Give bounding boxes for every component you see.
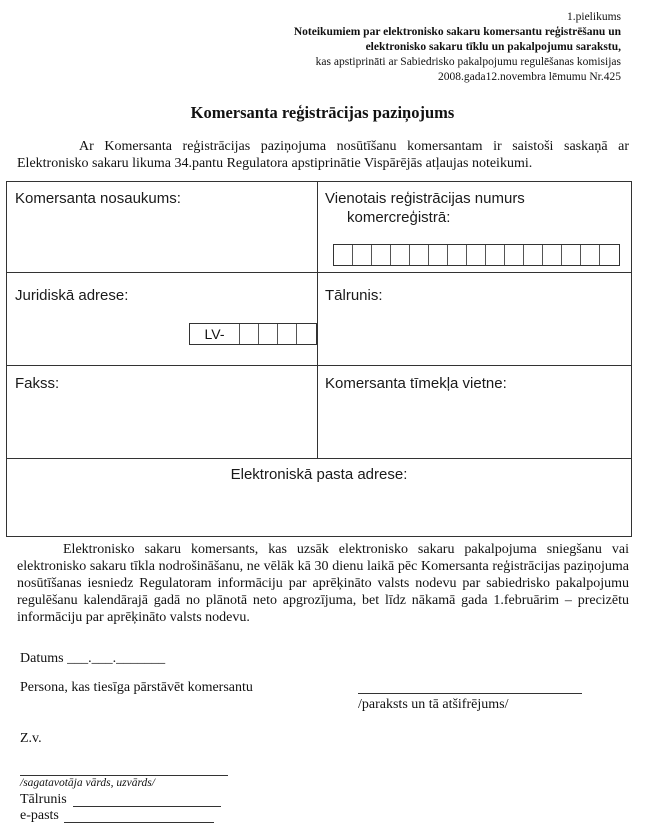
digit-box[interactable] [543, 245, 562, 265]
registration-form [6, 181, 632, 537]
digit-box[interactable] [505, 245, 524, 265]
fee-notice-paragraph: Elektronisko sakaru komersants, kas uzsāk elektronisko sakaru pakalpojuma sniegšanu vai elektronisko sakaru tīkla nodrošināšanu, ne vēlāk kā 30 dienu laikā pēc Komersanta reģistrācijas paziņojuma nosūtīšanas iesniedz Regulatoram informāciju par aprēķināto valsts nodevu par sabiedrisko pakalpojumu regulēšanu kalendārajā gadā no plānotā neto apgrozījuma, bet līdz nākamā gada 1.februārim – precizētu informāciju par aprēķināto valsts nodevu. [17, 542, 629, 625]
form-divider-3 [7, 458, 631, 459]
digit-box[interactable] [372, 245, 391, 265]
preparer-phone-line[interactable] [73, 806, 221, 807]
form-divider-1 [7, 272, 631, 273]
date-blank[interactable]: ___.___._______ [67, 651, 166, 666]
postal-code-boxes[interactable] [189, 323, 317, 345]
document-title: Komersanta reģistrācijas paziņojums [190, 103, 455, 122]
digit-box[interactable] [334, 245, 353, 265]
preparer-phone-label: Tālrunis [20, 792, 67, 807]
digit-box[interactable] [410, 245, 429, 265]
representative-label: Persona, kas tiesīga pārstāvēt komersantu [20, 680, 253, 695]
phone-field-label: Tālrunis: [325, 287, 383, 304]
digit-box[interactable] [448, 245, 467, 265]
date-row [20, 650, 165, 667]
digit-box[interactable] [467, 245, 486, 265]
appendix-number: 1.pielikums [567, 11, 621, 23]
website-label: Komersanta tīmekļa vietne: [325, 375, 507, 392]
company-name-label: Komersanta nosaukums: [15, 190, 181, 207]
digit-box[interactable] [524, 245, 543, 265]
preparer-name-line[interactable] [20, 775, 228, 776]
digit-box[interactable] [391, 245, 410, 265]
website-field[interactable] [319, 394, 631, 456]
phone-field[interactable] [319, 308, 631, 363]
legal-address-label: Juridiskā adrese: [15, 287, 129, 304]
company-name-field[interactable] [7, 210, 317, 270]
signature-line[interactable] [358, 693, 582, 694]
digit-box[interactable] [240, 324, 259, 344]
form-divider-2 [7, 365, 631, 366]
regulation-title-line-1: Noteikumiem par elektronisko sakaru komersantu reģistrēšanu un [293, 26, 621, 38]
approval-line-2: 2008.gada12.novembra lēmumu Nr.425 [437, 71, 621, 83]
digit-box[interactable] [259, 324, 278, 344]
reg-number-label-line-2: komercreģistrā: [347, 209, 451, 226]
email-address-label: Elektroniskā pasta adrese: [230, 466, 408, 483]
regulation-title-line-2: elektronisko sakaru tīklu un pakalpojumu sarakstu, [365, 41, 621, 53]
intro-paragraph: Ar Komersanta reģistrācijas paziņojuma nosūtīšanu komersantam ir saistoši saskaņā ar Elektronisko sakaru likuma 34.pantu Regulatora apstiprinātie Vispārējās atļaujas noteikumi. [17, 139, 629, 171]
digit-box[interactable] [486, 245, 505, 265]
preparer-email-label: e-pasts [20, 808, 59, 823]
fax-label: Fakss: [15, 375, 60, 392]
digit-box[interactable] [297, 324, 316, 344]
fax-field[interactable] [7, 394, 317, 456]
digit-box[interactable] [429, 245, 448, 265]
date-label: Datums [20, 651, 64, 666]
digit-box[interactable] [600, 245, 619, 265]
digit-box[interactable] [278, 324, 297, 344]
preparer-caption: /sagatavotāja vārds, uzvārds/ [20, 777, 155, 789]
preparer-email-line[interactable] [64, 822, 214, 823]
email-address-field[interactable] [7, 486, 631, 536]
reg-number-label-line-1: Vienotais reģistrācijas numurs [325, 190, 525, 207]
signature-caption: /paraksts un tā atšifrējums/ [358, 697, 509, 712]
digit-box[interactable] [353, 245, 372, 265]
digit-box[interactable] [562, 245, 581, 265]
stamp-label: Z.v. [20, 731, 42, 746]
form-divider-vertical [317, 182, 318, 458]
approval-line-1: kas apstiprināti ar Sabiedrisko pakalpojumu regulēšanas komisijas [315, 56, 621, 68]
postal-prefix: LV- [190, 324, 240, 344]
digit-box[interactable] [581, 245, 600, 265]
reg-number-boxes[interactable] [333, 244, 620, 266]
